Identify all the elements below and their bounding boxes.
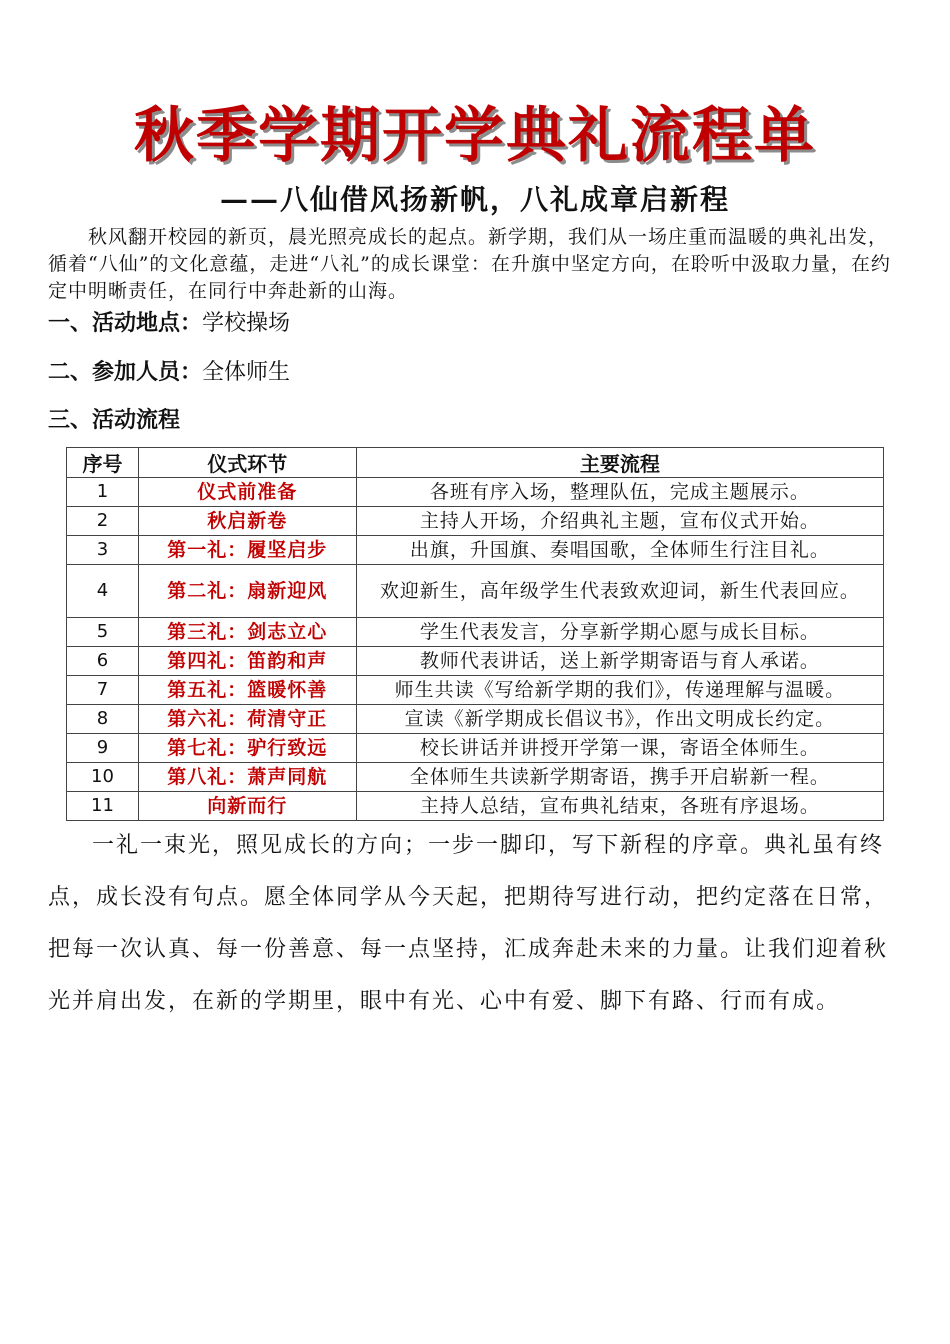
row-number: 1	[67, 478, 139, 507]
header-number: 序号	[67, 448, 139, 478]
row-description: 出旗，升国旗、奏唱国歌，全体师生行注目礼。	[356, 536, 883, 565]
row-stage: 第八礼：萧声同航	[138, 763, 356, 792]
row-stage: 第四礼：笛韵和声	[138, 647, 356, 676]
row-description: 主持人开场，介绍典礼主题，宣布仪式开始。	[356, 507, 883, 536]
section-process	[48, 405, 180, 436]
table-row	[67, 734, 884, 763]
row-stage: 仪式前准备	[138, 478, 356, 507]
row-number: 7	[67, 676, 139, 705]
table-row	[67, 618, 884, 647]
row-description: 师生共读《写给新学期的我们》，传递理解与温暖。	[356, 676, 883, 705]
row-number: 9	[67, 734, 139, 763]
row-stage: 向新而行	[138, 792, 356, 821]
table-row	[67, 763, 884, 792]
row-description: 校长讲话并讲授开学第一课，寄语全体师生。	[356, 734, 883, 763]
page-subtitle: ——八仙借风扬新帆，八礼成章启新程	[219, 183, 730, 216]
row-stage: 秋启新卷	[138, 507, 356, 536]
section-location-value: 学校操场	[202, 311, 291, 336]
row-number: 11	[67, 792, 139, 821]
page-title: 秋季学期开学典礼流程单	[134, 101, 816, 171]
row-description: 欢迎新生，高年级学生代表致欢迎词，新生代表回应。	[356, 565, 883, 618]
table-row	[67, 676, 884, 705]
section-participants-label: 二、参加人员：	[48, 359, 203, 385]
header-stage: 仪式环节	[138, 448, 356, 478]
row-number: 6	[67, 647, 139, 676]
row-description: 主持人总结，宣布典礼结束，各班有序退场。	[356, 792, 883, 821]
row-stage: 第七礼：驴行致远	[138, 734, 356, 763]
row-description: 学生代表发言，分享新学期心愿与成长目标。	[356, 618, 883, 647]
table-row	[67, 792, 884, 821]
row-number: 4	[67, 565, 139, 618]
row-stage: 第三礼：剑志立心	[138, 618, 356, 647]
intro-paragraph: 秋风翻开校园的新页，晨光照亮成长的起点。新学期，我们从一场庄重而温暖的典礼出发，循着“八仙”的文化意蕴，走进“八礼”的成长课堂：在升旗中坚定方向，在聆听中汲取力量，在约定中明晰责任，在同行中奔赴新的山海。	[48, 226, 891, 302]
row-description: 各班有序入场，整理队伍，完成主题展示。	[356, 478, 883, 507]
table-row	[67, 647, 884, 676]
header-process: 主要流程	[356, 448, 883, 478]
table-row	[67, 705, 884, 734]
row-description: 教师代表讲话，送上新学期寄语与育人承诺。	[356, 647, 883, 676]
section-location-label: 一、活动地点：	[48, 310, 203, 336]
row-description: 宣读《新学期成长倡议书》，作出文明成长约定。	[356, 705, 883, 734]
table-row	[67, 507, 884, 536]
row-description: 全体师生共读新学期寄语，携手开启崭新一程。	[356, 763, 883, 792]
row-stage: 第五礼：篮暖怀善	[138, 676, 356, 705]
process-table	[66, 447, 884, 821]
row-stage: 第一礼：履坚启步	[138, 536, 356, 565]
section-process-label: 三、活动流程	[48, 407, 181, 433]
section-participants-value: 全体师生	[202, 360, 291, 385]
row-stage: 第二礼：扇新迎风	[138, 565, 356, 618]
section-location	[48, 308, 290, 339]
row-number: 5	[67, 618, 139, 647]
table-header-row	[67, 448, 884, 478]
table-row	[67, 536, 884, 565]
table-row	[67, 478, 884, 507]
row-number: 2	[67, 507, 139, 536]
row-number: 8	[67, 705, 139, 734]
section-participants	[48, 357, 290, 388]
closing-paragraph: 一礼一束光，照见成长的方向；一步一脚印，写下新程的序章。典礼虽有终点，成长没有句点。愿全体同学从今天起，把期待写进行动，把约定落在日常，把每一次认真、每一份善意、每一点坚持，汇成奔赴未来的力量。让我们迎着秋光并肩出发，在新的学期里，眼中有光、心中有爱、脚下有路、行而有成。	[48, 833, 889, 1014]
row-number: 10	[67, 763, 139, 792]
table-row	[67, 565, 884, 618]
row-number: 3	[67, 536, 139, 565]
row-stage: 第六礼：荷清守正	[138, 705, 356, 734]
